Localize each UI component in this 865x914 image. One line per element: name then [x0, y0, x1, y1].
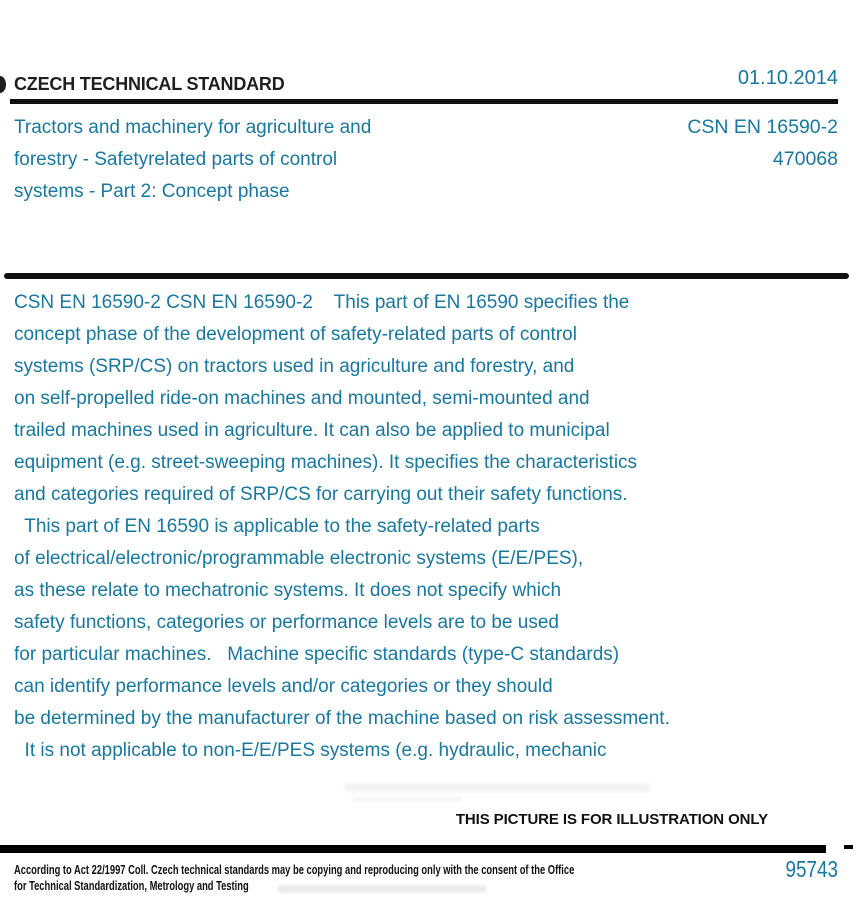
illustration-disclaimer: THIS PICTURE IS FOR ILLUSTRATION ONLY	[455, 811, 768, 828]
footer-divider-bar	[0, 845, 826, 853]
abstract-text-line: trailed machines used in agriculture. It can also be applied to municipal	[14, 420, 610, 441]
ghost-artifact	[345, 783, 650, 792]
abstract-text-line: for particular machines. Machine specific standards (type-C standards)	[14, 644, 620, 665]
standard-code: CSN EN 16590-2	[687, 116, 838, 138]
header-divider	[10, 99, 838, 104]
standard-title-line: Tractors and machinery for agriculture and	[14, 117, 372, 138]
copyright-notice	[14, 862, 574, 893]
section-divider	[4, 273, 849, 279]
standard-title-line: systems - Part 2: Concept phase	[14, 181, 290, 202]
abstract-text-line: as these relate to mechatronic systems. It does not specify which	[14, 580, 562, 601]
abstract-text-line: This part of EN 16590 is applicable to the safety-related parts	[14, 516, 540, 537]
copyright-notice-line: for Technical Standardization, Metrology and Testing	[14, 877, 249, 893]
abstract-text-line: CSN EN 16590-2 CSN EN 16590-2 This part of EN 16590 specifies the	[14, 292, 630, 313]
abstract-text-line: of electrical/electronic/programmable electronic systems (E/E/PES),	[14, 548, 584, 569]
abstract-text-line: on self-propelled ride-on machines and mounted, semi-mounted and	[14, 388, 590, 409]
standard-title	[14, 112, 371, 208]
abstract-text-line: concept phase of the development of safety-related parts of control	[14, 324, 577, 345]
abstract-text-line: safety functions, categories or performance levels are to be used	[14, 612, 559, 633]
footer-divider-speck	[844, 845, 853, 849]
page-title: CZECH TECHNICAL STANDARD	[14, 74, 285, 94]
abstract-text	[14, 287, 670, 767]
issue-date: 01.10.2014	[737, 67, 838, 89]
abstract-text-line: equipment (e.g. street-sweeping machines). It specifies the characteristics	[14, 452, 638, 473]
abstract-text-line: and categories required of SRP/CS for carrying out their safety functions.	[14, 484, 628, 505]
left-edge-cropped-glyph	[0, 76, 6, 93]
standard-title-line: forestry - Safetyrelated parts of control	[14, 149, 338, 170]
abstract-text-line: It is not applicable to non-E/E/PES systems (e.g. hydraulic, mechanic	[14, 740, 607, 761]
abstract-text-line: systems (SRP/CS) on tractors used in agriculture and forestry, and	[14, 356, 575, 377]
classification-number: 470068	[772, 148, 838, 170]
copyright-notice-line: According to Act 22/1997 Coll. Czech technical standards may be copying and reproducing only with the consent of the Office	[14, 862, 575, 877]
abstract-text-line: be determined by the manufacturer of the machine based on risk assessment.	[14, 708, 670, 729]
abstract-text-line: can identify performance levels and/or categories or they should	[14, 676, 553, 697]
ghost-artifact	[352, 796, 462, 802]
document-number: 95743	[785, 856, 838, 882]
